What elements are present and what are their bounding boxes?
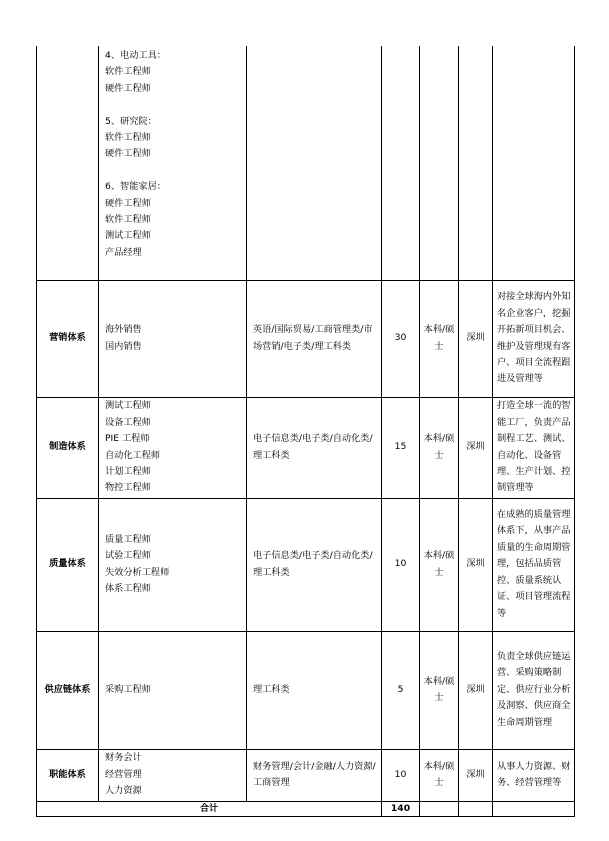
count-cell: 5 [382, 631, 420, 749]
position-item: 软件工程师 [105, 66, 151, 78]
table-row [37, 397, 575, 498]
position-item: 硬件工程师 [105, 82, 151, 94]
position-item: 质量工程师 [105, 533, 151, 545]
position-item: 人力资源 [105, 785, 142, 797]
degree-cell: 本科/硕士 [420, 280, 459, 397]
major-cell: 电子信息类/电子类/自动化类/理工科类 [247, 397, 382, 498]
location-cell: 深圳 [459, 631, 493, 749]
major-cell: 财务管理/会计/金融/人力资源/工商管理 [247, 749, 382, 801]
category-cell: 营销体系 [37, 280, 99, 397]
position-item: 产品经理 [105, 246, 142, 258]
continuation-row [37, 46, 575, 280]
table-row [37, 631, 575, 749]
major-cell: 电子信息类/电子类/自动化类/理工科类 [247, 498, 382, 631]
positions-cell [99, 280, 247, 397]
count-cell: 10 [382, 749, 420, 801]
position-item: 物控工程师 [105, 482, 151, 494]
category-cell: 供应链体系 [37, 631, 99, 749]
location-cell-empty [459, 46, 493, 280]
location-cell: 深圳 [459, 498, 493, 631]
location-cell: 深圳 [459, 749, 493, 801]
location-cell: 深圳 [459, 397, 493, 498]
category-cell: 制造体系 [37, 397, 99, 498]
position-item: 计划工程师 [105, 465, 151, 477]
count-cell: 30 [382, 280, 420, 397]
position-item: 硬件工程师 [105, 148, 151, 160]
position-item: 试验工程师 [105, 550, 151, 562]
description-cell: 在成熟的质量管理体系下，从事产品质量的生命周期管理，包括品质管控、质量系统认证、项目管理流程等 [493, 498, 575, 631]
degree-cell: 本科/硕士 [420, 749, 459, 801]
table-row [37, 498, 575, 631]
positions-cell [99, 498, 247, 631]
group-label: 4、电动工具： [105, 50, 166, 61]
position-item: 国内销售 [105, 340, 142, 352]
position-item: 海外销售 [105, 324, 142, 336]
category-cell: 职能体系 [37, 749, 99, 801]
positions-cell [99, 749, 247, 801]
major-cell-empty [247, 46, 382, 280]
position-item: 自动化工程师 [105, 449, 161, 461]
total-count: 140 [382, 801, 420, 816]
group-label: 5、研究院： [105, 115, 157, 127]
position-item: 硬件工程师 [105, 197, 151, 209]
description-cell: 打造全球一流的智能工厂，负责产品制程工艺、测试、自动化、设备管理、生产计划、控制管理等 [493, 397, 575, 498]
position-item: 测试工程师 [105, 400, 151, 412]
group-label: 6、智能家居： [105, 181, 166, 193]
positions-cell [99, 631, 247, 749]
total-empty-cell [420, 801, 459, 816]
degree-cell: 本科/硕士 [420, 397, 459, 498]
count-cell-empty [382, 46, 420, 280]
degree-cell-empty [420, 46, 459, 280]
major-cell: 理工科类 [247, 631, 382, 749]
description-cell: 对接全球海内外知名企业客户，挖掘开拓新项目机会、维护及管理现有客户、项目全流程跟进及管理等 [493, 280, 575, 397]
description-cell: 负责全球供应链运营、采购策略制定、供应行业分析及洞察、供应商全生命周期管理 [493, 631, 575, 749]
table-row [37, 280, 575, 397]
position-item: 设备工程师 [105, 416, 151, 428]
count-cell: 15 [382, 397, 420, 498]
location-cell: 深圳 [459, 280, 493, 397]
position-item: 经营管理 [105, 768, 142, 780]
degree-cell: 本科/硕士 [420, 498, 459, 631]
position-item: 采购工程师 [105, 683, 151, 695]
position-item: PIE 工程师 [105, 433, 150, 445]
count-cell: 10 [382, 498, 420, 631]
position-item: 财务会计 [105, 752, 142, 764]
total-empty-cell [493, 801, 575, 816]
continuation-positions-cell [99, 46, 247, 280]
category-cell: 质量体系 [37, 498, 99, 631]
degree-cell: 本科/硕士 [420, 631, 459, 749]
total-label: 合计 [37, 801, 382, 816]
major-cell: 英语/国际贸易/工商管理类/市场营销/电子类/理工科类 [247, 280, 382, 397]
total-empty-cell [459, 801, 493, 816]
description-cell: 从事人力资源、财务、经营管理等 [493, 749, 575, 801]
positions-cell [99, 397, 247, 498]
category-cell-empty [37, 46, 99, 280]
description-cell-empty [493, 46, 575, 280]
position-item: 软件工程师 [105, 214, 151, 226]
total-row [37, 801, 575, 816]
position-item: 体系工程师 [105, 582, 151, 594]
position-item: 测试工程师 [105, 230, 151, 242]
table-row [37, 749, 575, 801]
recruitment-table [36, 46, 575, 817]
position-item: 软件工程师 [105, 132, 151, 144]
position-item: 失效分析工程师 [105, 566, 170, 578]
